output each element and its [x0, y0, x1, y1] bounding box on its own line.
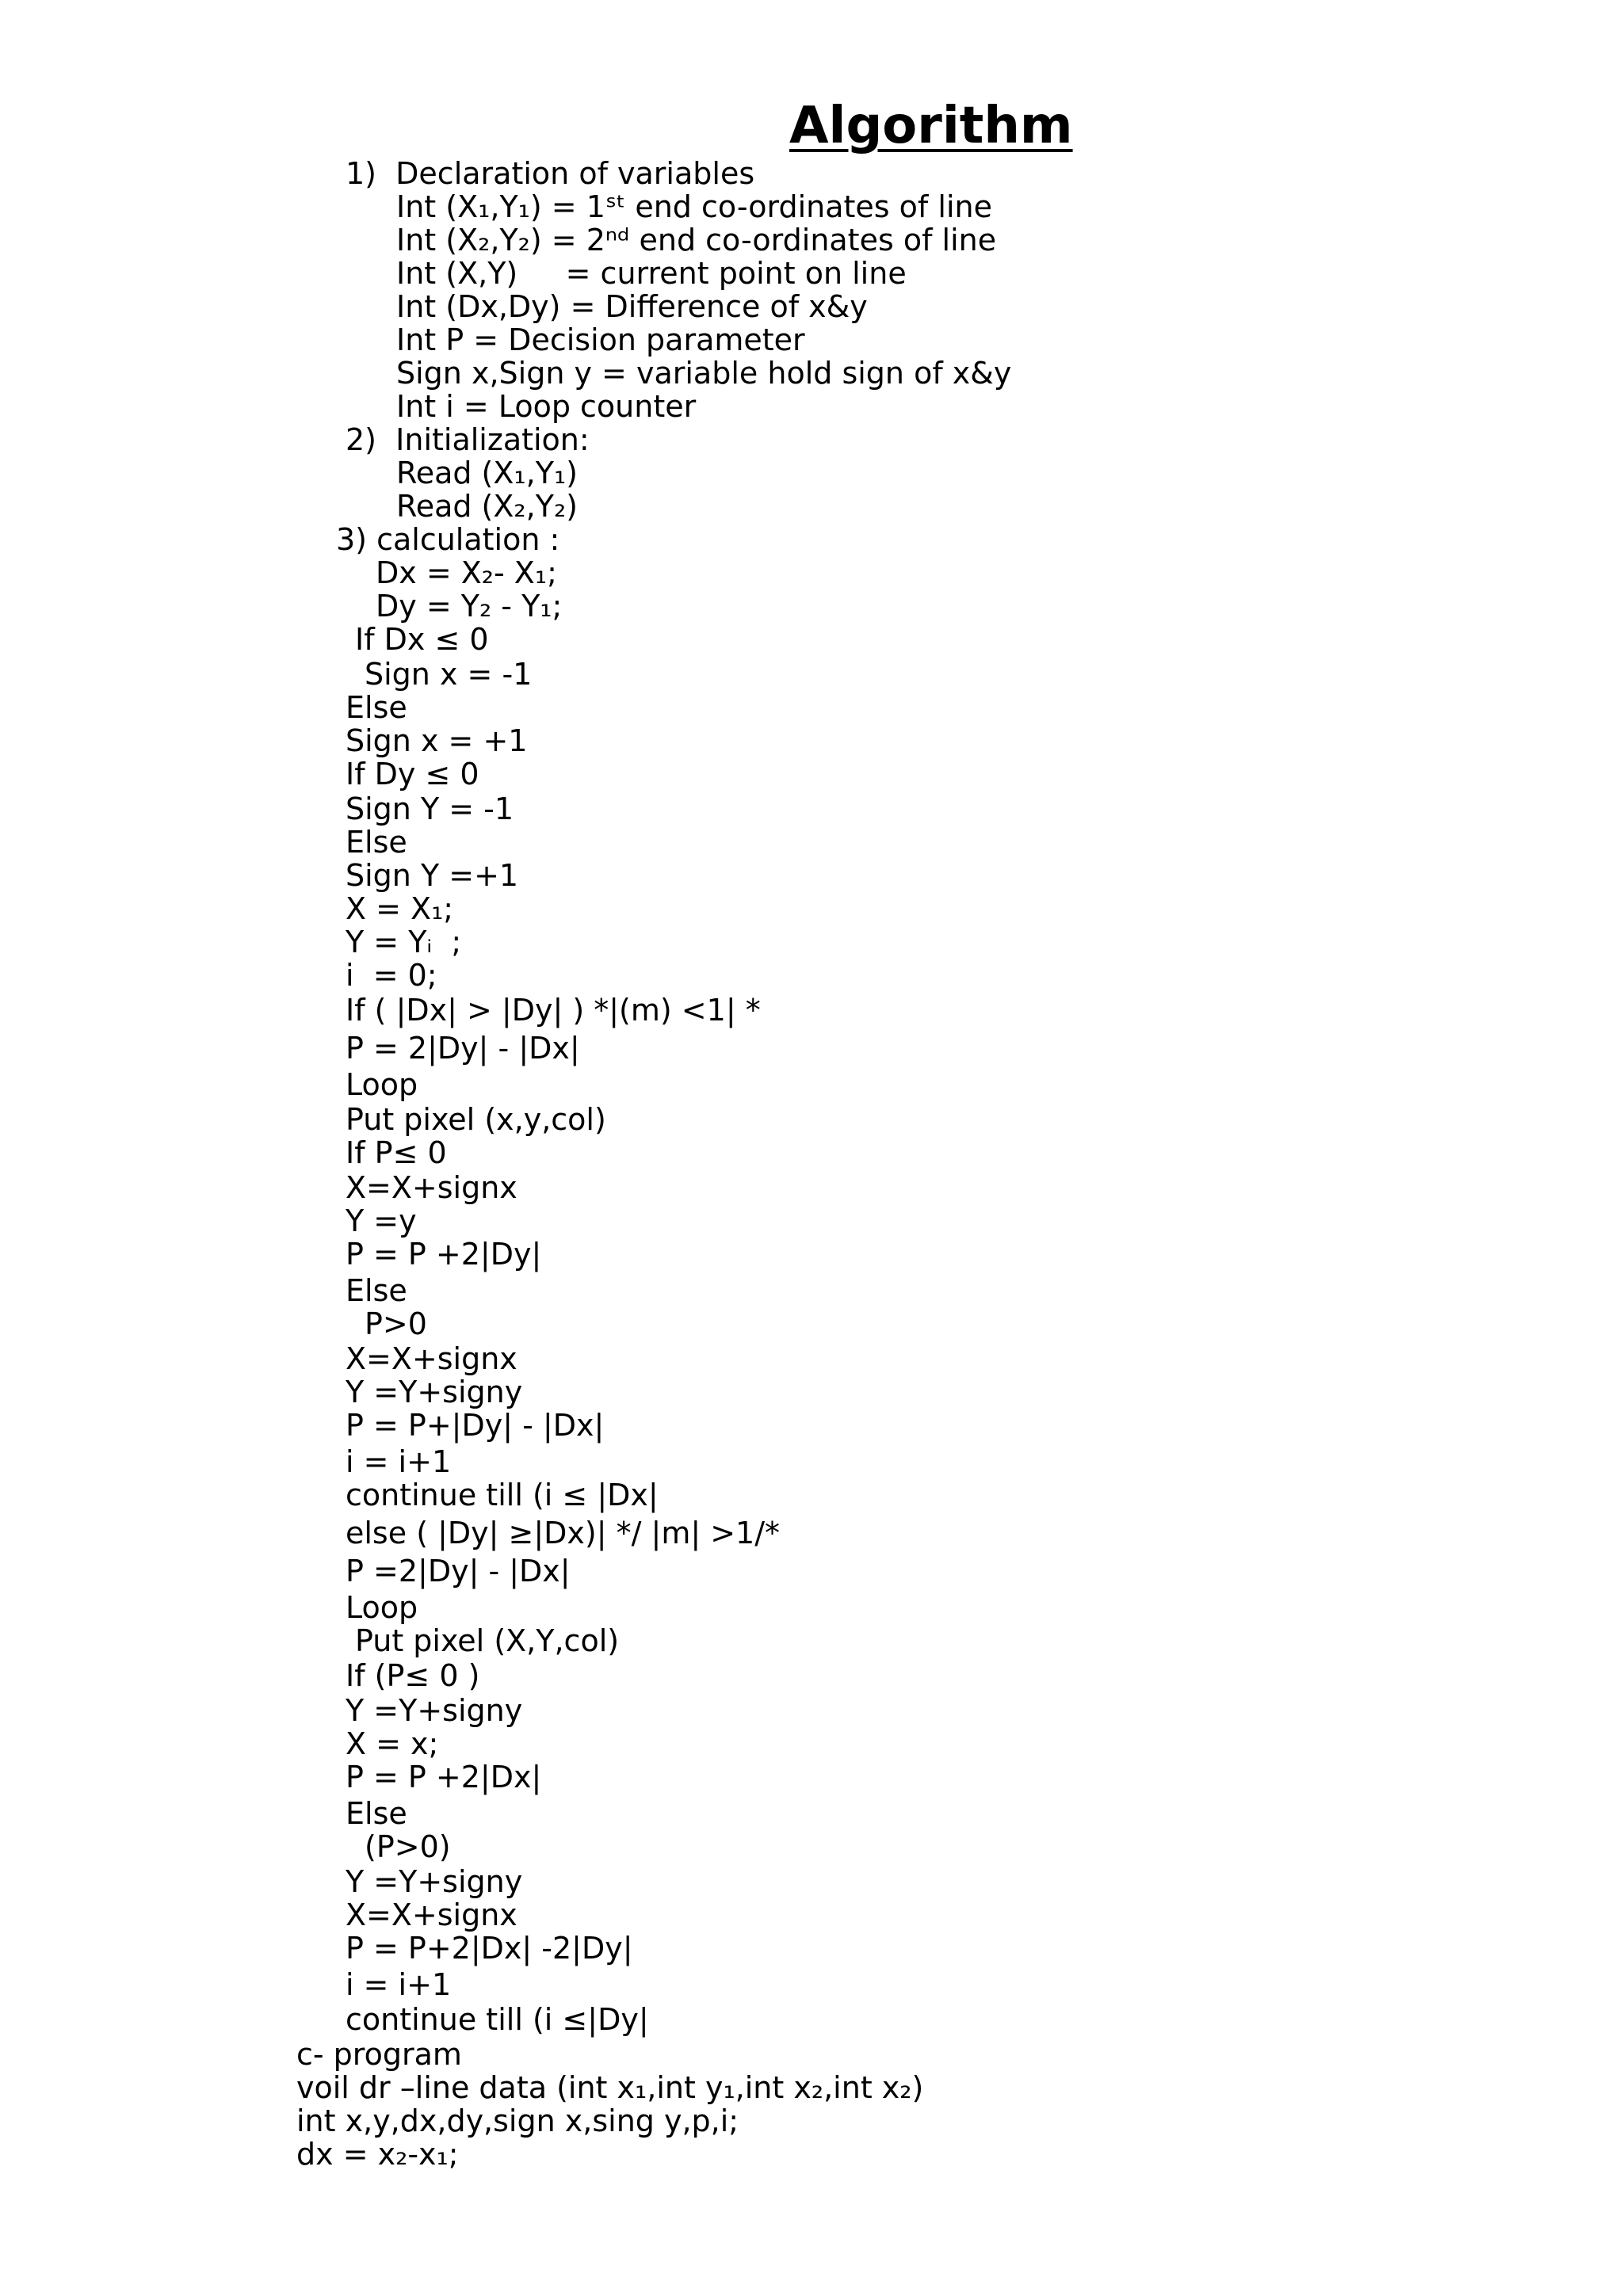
variable-declarations: int x,y,dx,dy,sign x,sing y,p,i;	[296, 2103, 739, 2138]
p-update-2a: P = P +2|Dx|	[346, 1760, 542, 1794]
y-keep-1: Y =y	[346, 1203, 417, 1238]
calc-dy: Dy = Y₂ - Y₁;	[376, 589, 563, 624]
p-init-1: P = 2|Dy| - |Dx|	[346, 1031, 580, 1066]
assign-y: Y = Yᵢ ;	[346, 925, 462, 959]
var-sign: Sign x,Sign y = variable hold sign of x&y	[396, 356, 1012, 391]
read-x1y1: Read (X₁,Y₁)	[396, 456, 579, 490]
c-program-heading: c- program	[296, 2037, 462, 2072]
p-update-1b: P = P+|Dy| - |Dx|	[346, 1408, 605, 1443]
else-line: Else	[346, 690, 407, 725]
if-p-2: If (P≤ 0 )	[346, 1658, 480, 1693]
calc-dx: Dx = X₂- X₁;	[376, 555, 557, 590]
continue-till-2: continue till (i ≤|Dy|	[346, 2002, 649, 2037]
p-positive-2: (P>0)	[365, 1829, 451, 1864]
sign-y-neg: Sign Y = -1	[346, 791, 514, 826]
sign-x-neg: Sign x = -1	[365, 657, 533, 692]
put-pixel-1: Put pixel (x,y,col)	[346, 1102, 606, 1137]
read-x2y2: Read (X₂,Y₂)	[396, 489, 579, 524]
i-increment-2: i = i+1	[346, 1967, 452, 2002]
if-p-1: If P≤ 0	[346, 1135, 447, 1170]
p-positive-1: P>0	[365, 1306, 427, 1341]
else-line: Else	[346, 1796, 407, 1831]
y-update-2a: Y =Y+signy	[346, 1693, 523, 1728]
page-title: Algorithm	[789, 97, 1073, 155]
dx-assignment: dx = x₂-x₁;	[296, 2137, 459, 2172]
sign-x-pos: Sign x = +1	[346, 723, 528, 758]
var-xy: Int (X,Y) = current point on line	[396, 256, 907, 291]
var-x2y2: Int (X₂,Y₂) = 2ⁿᵈ end co-ordinates of line	[396, 223, 997, 257]
y-update-2b: Y =Y+signy	[346, 1864, 523, 1899]
loop-1: Loop	[346, 1067, 418, 1102]
if-dy: If Dy ≤ 0	[346, 757, 479, 791]
x-update-2b: X=X+signx	[346, 1897, 517, 1932]
p-update-2b: P = P+2|Dx| -2|Dy|	[346, 1931, 633, 1966]
var-p: Int P = Decision parameter	[396, 322, 805, 357]
else-slope-gt-1: else ( |Dy| ≥|Dx)| */ |m| >1/*	[346, 1516, 781, 1550]
else-line: Else	[346, 1273, 407, 1308]
var-i: Int i = Loop counter	[396, 389, 697, 424]
x-keep-2: X = x;	[346, 1726, 439, 1761]
var-dxdy: Int (Dx,Dy) = Difference of x&y	[396, 289, 868, 324]
loop-2: Loop	[346, 1590, 418, 1625]
x-update-1b: X=X+signx	[346, 1341, 517, 1376]
x-update-1: X=X+signx	[346, 1170, 517, 1205]
step-3-heading: 3) calculation :	[336, 522, 560, 557]
else-line: Else	[346, 825, 407, 860]
sign-y-pos: Sign Y =+1	[346, 858, 519, 893]
continue-till-1: continue till (i ≤ |Dx|	[346, 1478, 659, 1512]
assign-i: i = 0;	[346, 958, 437, 993]
put-pixel-2: Put pixel (X,Y,col)	[355, 1623, 620, 1658]
assign-x: X = X₁;	[346, 891, 454, 926]
step-1-heading: 1) Declaration of variables	[346, 156, 755, 191]
p-init-2: P =2|Dy| - |Dx|	[346, 1554, 571, 1589]
i-increment-1: i = i+1	[346, 1444, 452, 1479]
if-dx: If Dx ≤ 0	[355, 622, 489, 657]
step-2-heading: 2) Initialization:	[346, 422, 590, 457]
var-x1y1: Int (X₁,Y₁) = 1ˢᵗ end co-ordinates of line	[396, 189, 992, 224]
y-update-1b: Y =Y+signy	[346, 1375, 523, 1409]
if-slope-lt-1: If ( |Dx| > |Dy| ) *|(m) <1| *	[346, 993, 761, 1028]
function-signature: voil dr –line data (int x₁,int y₁,int x₂,int x₂)	[296, 2070, 924, 2105]
p-update-1a: P = P +2|Dy|	[346, 1237, 542, 1272]
